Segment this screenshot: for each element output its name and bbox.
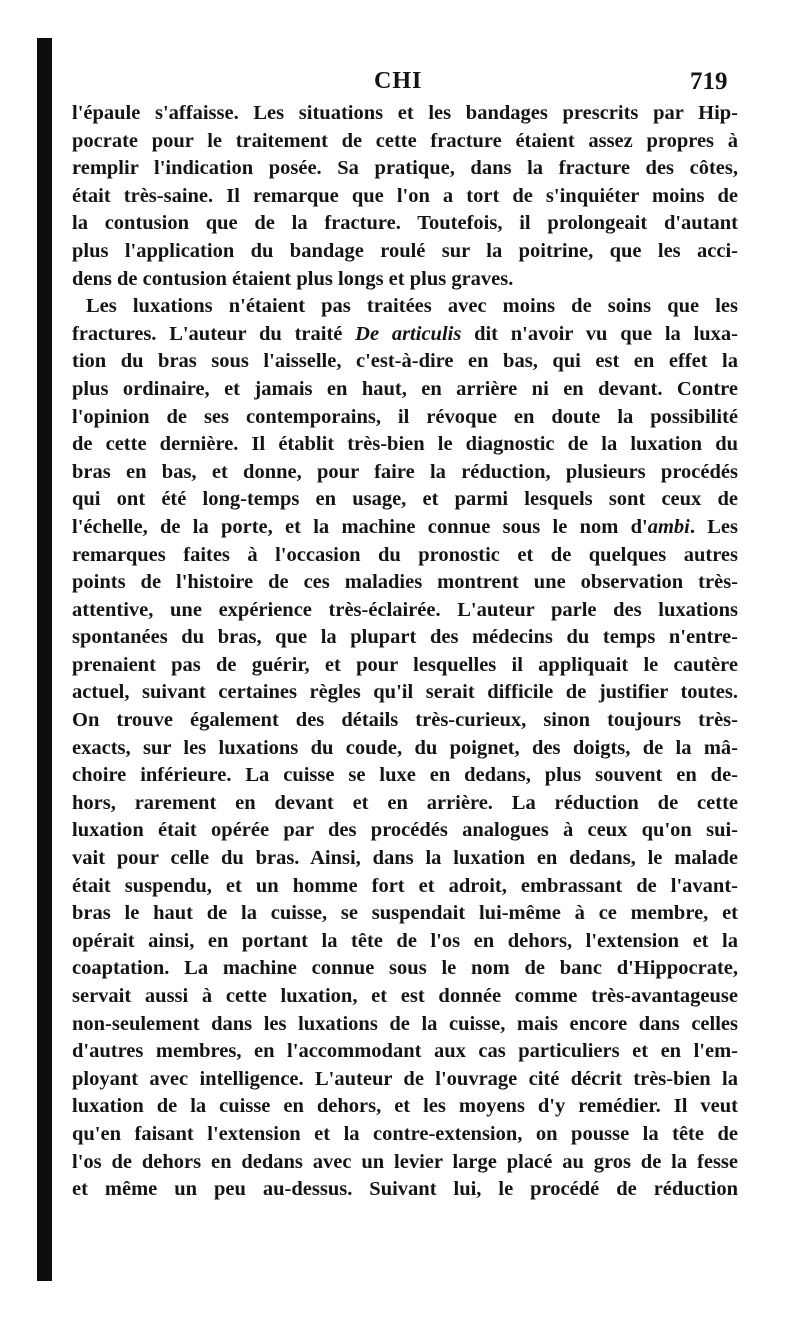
text-line: l'opinion de ses contemporains, il révoque en doute la possibilité [72,405,738,428]
text-span: fractures. L'auteur du traité [72,322,343,345]
text-line: spontanées du bras, que la plupart des médecins du temps n'entre- [72,626,738,649]
text-line: attentive, une expérience très-éclairée. L'auteur parle des luxations [72,598,738,621]
text-line: On trouve également des détails très-curieux, sinon toujours très- [72,709,738,732]
italic-term: ambi [647,515,690,538]
text-line: opérait ainsi, en portant la tête de l'os en dehors, l'extension et la [72,929,738,952]
text-line: de cette dernière. Il établit très-bien le diagnostic de la luxation du [72,433,738,456]
text-line: bras le haut de la cuisse, se suspendait lui-même à ce membre, et [72,902,738,925]
text-line: exacts, sur les luxations du coude, du poignet, des doigts, de la mâ- [72,736,738,759]
page-number: 719 [690,68,728,95]
text-line: luxation de la cuisse en dehors, et les moyens d'y remédier. Il veut [72,1095,738,1118]
text-line: bras en bas, et donne, pour faire la réduction, plusieurs procédés [72,460,738,483]
text-line: qui ont été long-temps en usage, et parmi lesquels sont ceux de [72,488,738,511]
text-line: était suspendu, et un homme fort et adroit, embrassant de l'avant- [72,874,738,897]
text-line: d'autres membres, en l'accommodant aux cas particuliers et en l'em- [72,1040,738,1063]
text-line: servait aussi à cette luxation, et est donnée comme très-avantageuse [72,985,738,1007]
text-line: et même un peu au-dessus. Suivant lui, le procédé de réduction [72,1178,738,1201]
text-line: remplir l'indication posée. Sa pratique, dans la fracture des côtes, [72,157,738,180]
text-span: l'échelle, de la porte, et la machine connue sous le nom d' [72,515,648,538]
body-text [72,100,738,1204]
text-line: hors, rarement en devant et en arrière. La réduction de cette [72,791,738,814]
text-line: qu'en faisant l'extension et la contre-extension, on pousse la tête de [72,1122,738,1145]
text-line: vait pour celle du bras. Ainsi, dans la luxation en dedans, le malade [72,847,738,870]
text-line: plus ordinaire, et jamais en haut, en arrière ni en devant. Contre [72,377,738,400]
text-line: l'épaule s'affaisse. Les situations et les bandages prescrits par Hip- [72,102,738,124]
running-head [0,68,800,98]
text-line: tion du bras sous l'aisselle, c'est-à-dire en bas, qui est en effet la [72,350,738,373]
text-line: était très-saine. Il remarque que l'on a tort de s'inquiéter moins de [72,184,738,207]
text-line: coaptation. La machine connue sous le nom de banc d'Hippocrate, [72,957,738,980]
text-line: prenaient pas de guérir, et pour lesquelles il appliquait le cautère [72,653,738,676]
italic-title: De articulis [355,322,462,345]
text-line [72,514,738,542]
text-line: Les luxations n'étaient pas traitées avec moins de soins que les [86,295,738,318]
text-line: points de l'histoire de ces maladies montrent une observation très- [72,571,738,594]
text-line: luxation était opérée par des procédés analogues à ceux qu'on sui- [72,819,738,842]
text-line: l'os de dehors en dedans avec un levier large placé au gros de la fesse [72,1150,738,1173]
text-line: remarques faites à l'occasion du pronostic et de quelques autres [72,543,738,566]
text-line: actuel, suivant certaines règles qu'il serait difficile de justifier toutes. [72,681,738,704]
running-head-title: CHI [374,68,423,94]
text-line: la contusion que de la fracture. Toutefois, il prolongeait d'autant [72,212,738,235]
text-line: pocrate pour le traitement de cette fracture étaient assez propres à [72,129,738,152]
text-line [72,321,738,349]
text-line: dens de contusion étaient plus longs et plus graves. [72,267,514,290]
text-line: plus l'application du bandage roulé sur la poitrine, que les acci- [72,239,738,262]
page-binding-edge [37,38,52,1281]
text-line: choire inférieure. La cuisse se luxe en dedans, plus souvent en de- [72,764,738,787]
text-span: dit n'avoir vu que la luxa- [461,322,738,345]
text-line: ployant avec intelligence. L'auteur de l'ouvrage cité décrit très-bien la [72,1067,738,1090]
text-line: non-seulement dans les luxations de la cuisse, mais encore dans celles [72,1012,738,1035]
text-span: . Les [689,515,738,538]
